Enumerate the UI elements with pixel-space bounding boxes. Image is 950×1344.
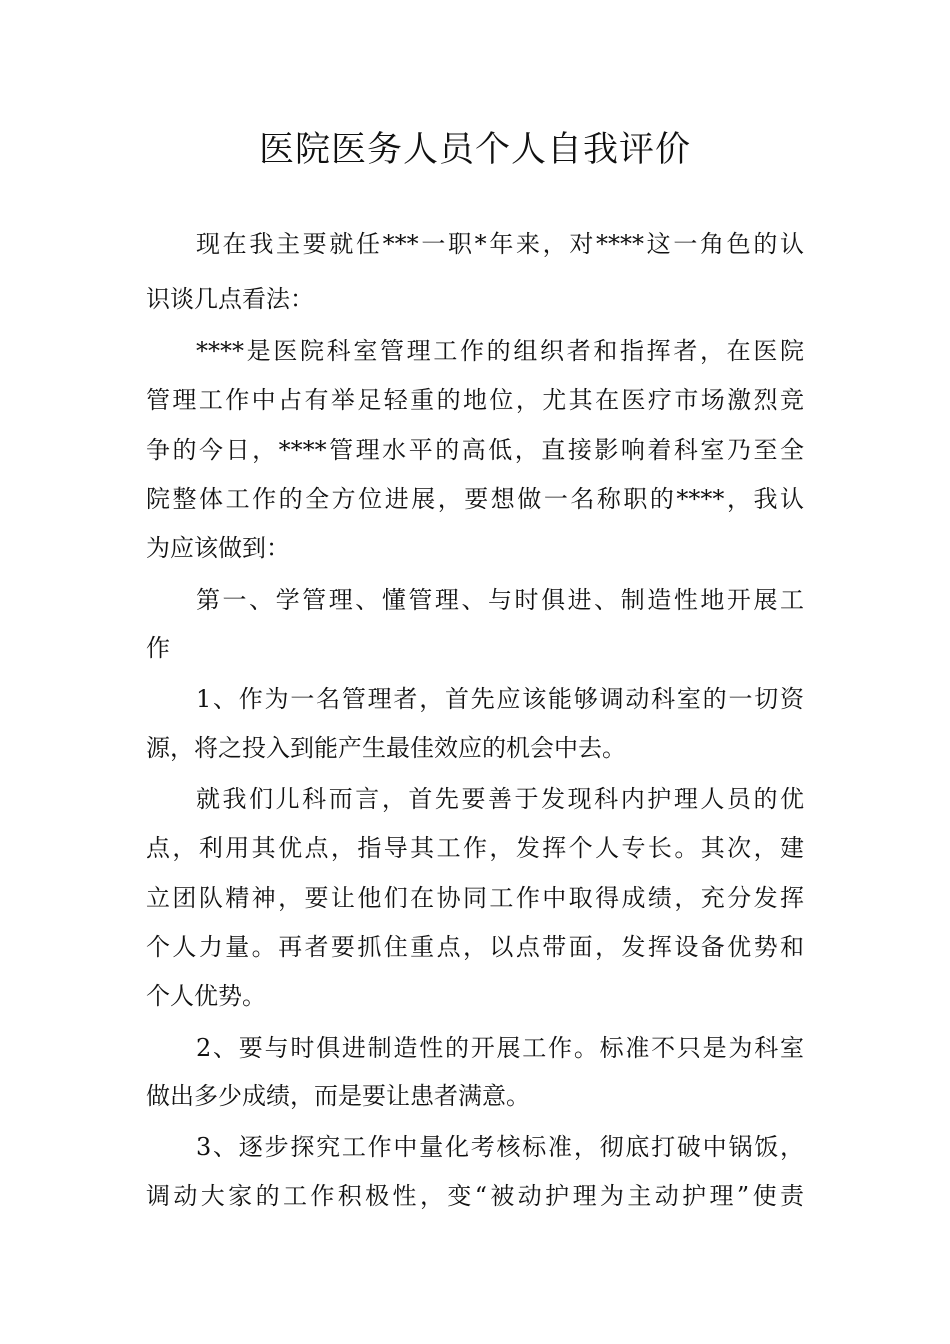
text-line-content: 作 <box>146 634 170 662</box>
text-line-content: 第一、学管理、懂管理、与时俱进、制造性地开展工 <box>196 586 804 614</box>
text-line-content: 现在我主要就任***一职*年来，对****这一角色的认 <box>196 230 804 258</box>
text-line <box>0 1180 950 1276</box>
text-line-content: 2、要与时俱进制造性的开展工作。标准不只是为科室 <box>196 1034 804 1062</box>
text-line-content: 点，利用其优点，指导其工作，发挥个人专长。其次，建 <box>146 834 804 862</box>
text-line-content: 调动大家的工作积极性，变“被动护理为主动护理”使责 <box>146 1182 804 1210</box>
document-title: 医院医务人员个人自我评价 <box>258 130 691 170</box>
text-line-content: 3、逐步探究工作中量化考核标准，彻底打破中锅饭， <box>196 1133 804 1161</box>
text-line-content: 院整体工作的全方位进展，要想做一名称职的****，我认 <box>146 485 804 513</box>
text-line-content: 做出多少成绩，而是要让患者满意。 <box>146 1082 530 1110</box>
text-line-content: 源，将之投入到能产生最佳效应的机会中去。 <box>146 734 626 762</box>
text-line-content: 1、作为一名管理者，首先应该能够调动科室的一切资 <box>196 685 804 713</box>
text-line-content: 就我们儿科而言，首先要善于发现科内护理人员的优 <box>196 785 804 813</box>
text-line-content: ****是医院科室管理工作的组织者和指挥者，在医院 <box>196 337 804 365</box>
text-line-content: 识谈几点看法： <box>146 285 314 313</box>
text-line-content: 管理工作中占有举足轻重的地位，尤其在医疗市场激烈竞 <box>146 386 804 414</box>
text-line-content: 个人优势。 <box>146 982 266 1010</box>
text-line-content: 争的今日，****管理水平的高低，直接影响着科室乃至全 <box>146 436 804 464</box>
text-line-content: 个人力量。再者要抓住重点，以点带面，发挥设备优势和 <box>146 933 804 961</box>
text-line-content: 为应该做到： <box>146 534 290 562</box>
text-line-content: 立团队精神，要让他们在协同工作中取得成绩，充分发挥 <box>146 884 804 912</box>
